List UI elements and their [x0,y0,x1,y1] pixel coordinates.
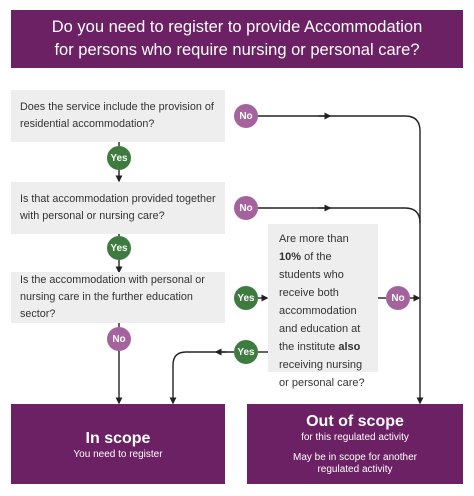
no-badge-q2: No [234,196,258,220]
no-badge-q4: No [386,286,410,310]
out-of-scope-note: May be in scope for another regulated activity [293,452,417,475]
out-of-scope-subtitle: for this regulated activity [301,432,409,443]
title-line-1: Do you need to register to provide Accommodation [51,18,423,36]
in-scope-title: In scope [85,430,151,447]
connector-yes4-inscope [173,352,234,403]
question-further-education: Is the accommodation with personal or nursing care in the further education sector? [11,272,225,323]
no-badge-q1: No [234,104,258,128]
outcome-in-scope [11,404,225,484]
yes-badge-q4: Yes [234,340,258,364]
question-personal-nursing-care: Is that accommodation provided together with personal or nursing care? [11,182,225,234]
yes-badge-q2: Yes [107,236,131,260]
no-badge-q3: No [107,327,131,351]
question-ten-percent: Are more than 10% of the students who receive both accommodation and education at the institute also receiving nursing or personal care? [268,224,378,372]
yes-badge-q1: Yes [107,146,131,170]
title-line-2: for persons who require nursing or personal care? [54,41,420,59]
question-residential-accommodation: Does the service include the provision of residential accommodation? [11,90,225,142]
out-of-scope-title: Out of scope [306,413,404,430]
connector-no2 [258,208,420,223]
in-scope-subtitle: You need to register [73,449,163,460]
yes-badge-q3: Yes [234,286,258,310]
outcome-out-of-scope [247,404,463,484]
